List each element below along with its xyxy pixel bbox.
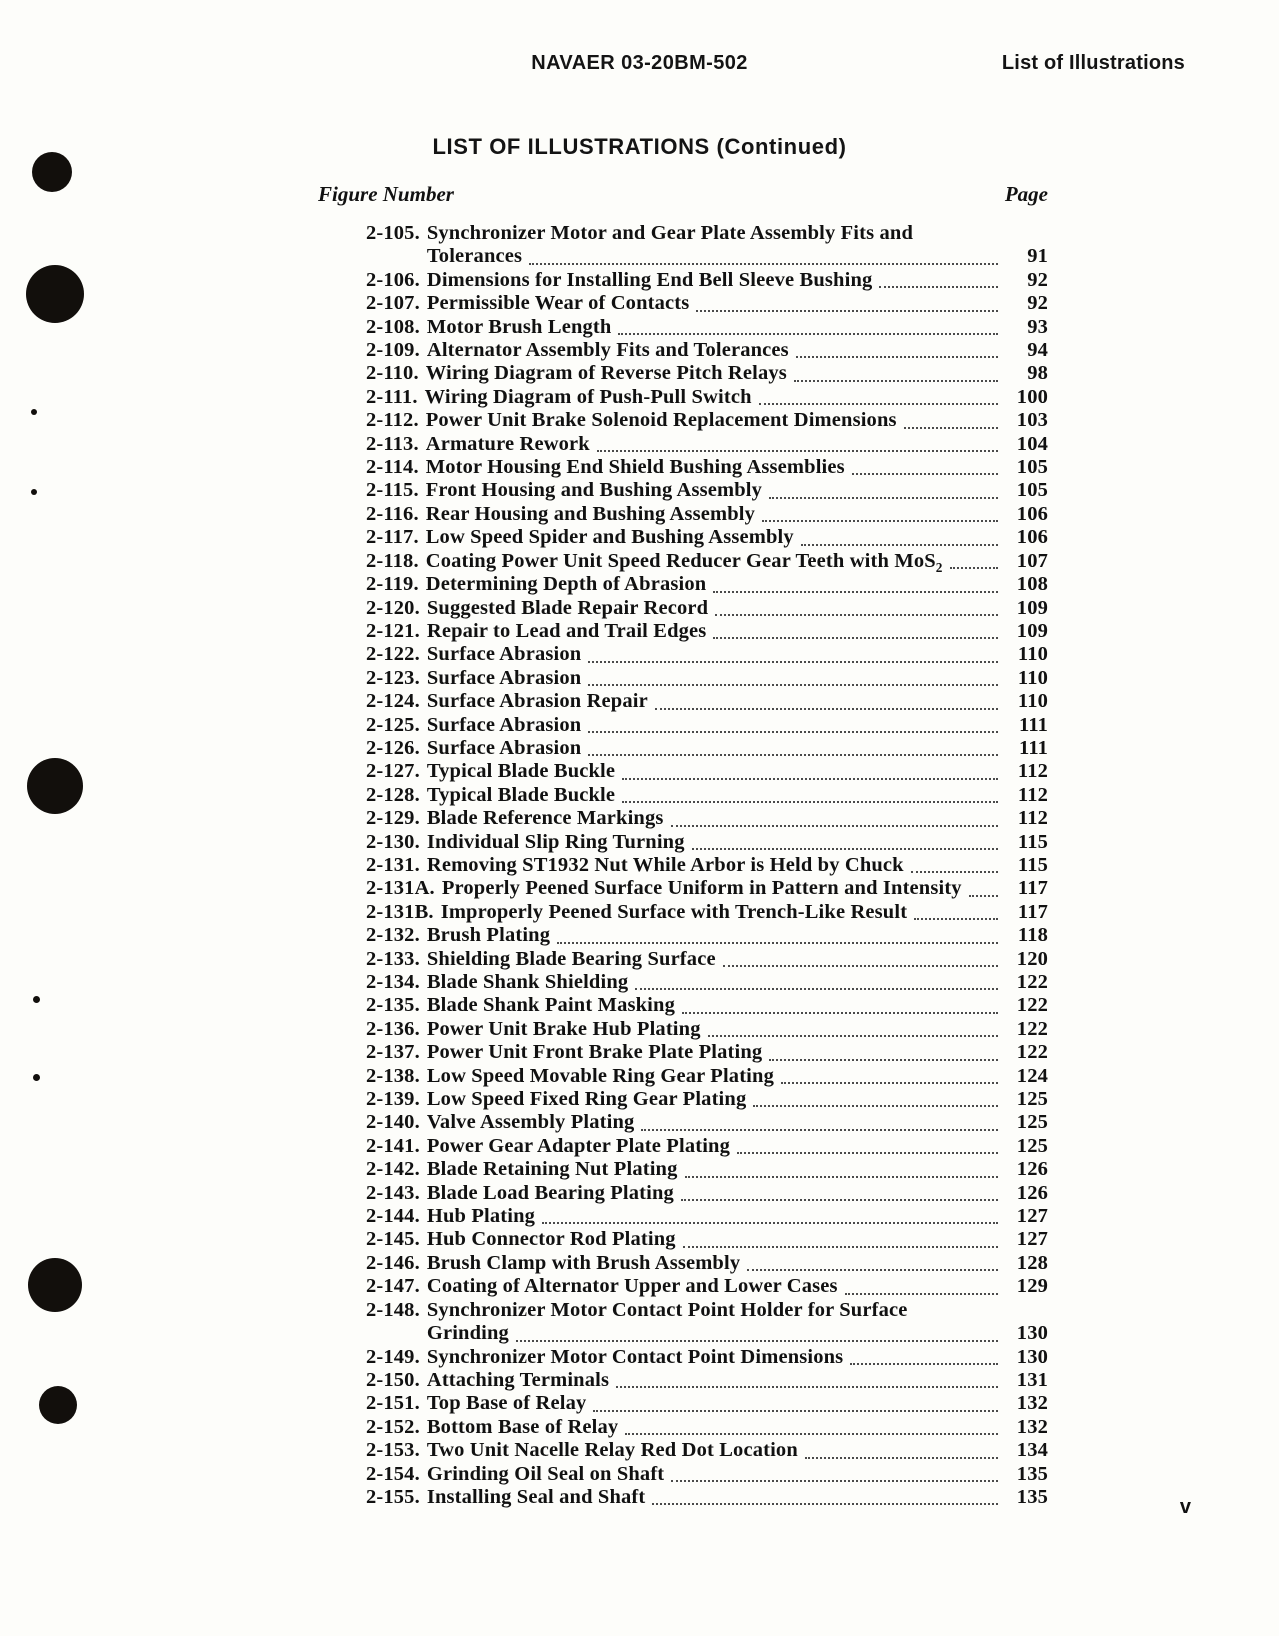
- page-number: 110: [1017, 666, 1048, 689]
- illustration-entry: [366, 1065, 1048, 1088]
- dot-leader: [713, 623, 998, 643]
- illustration-entry: [366, 1463, 1048, 1486]
- figure-title: Valve Assembly Plating: [426, 1111, 635, 1134]
- figure-title: Surface Abrasion: [426, 713, 582, 736]
- figure-number: 2-105.: [366, 222, 420, 244]
- figure-number: 2-141.: [366, 1134, 420, 1157]
- dot-leader: [542, 1208, 998, 1228]
- illustration-entry: [366, 1439, 1048, 1462]
- figure-number: 2-120.: [366, 596, 420, 619]
- figure-number: 2-151.: [366, 1392, 420, 1415]
- dot-leader: [641, 1115, 998, 1135]
- figure-title: Hub Plating: [426, 1205, 536, 1228]
- figure-title: Brush Plating: [426, 924, 551, 947]
- folio-page-number: v: [1179, 1496, 1191, 1518]
- page-number: 106: [1016, 502, 1048, 525]
- margin-mark: [33, 996, 40, 1003]
- illustration-entry: [366, 1135, 1048, 1158]
- illustration-entry: [366, 620, 1048, 643]
- page-number: 94: [1027, 339, 1048, 362]
- figure-title: Front Housing and Bushing Assembly: [425, 479, 762, 502]
- figure-number: 2-125.: [366, 713, 420, 736]
- document-number: NAVAER 03-20BM-502: [531, 52, 748, 74]
- dot-leader: [801, 530, 998, 550]
- page-number: 104: [1016, 432, 1048, 455]
- figure-number: 2-121.: [366, 619, 420, 642]
- page-number: 135: [1016, 1485, 1048, 1508]
- figure-number: 2-113.: [366, 432, 419, 455]
- page-number: 122: [1016, 994, 1048, 1017]
- page-number: 122: [1016, 971, 1048, 993]
- illustration-entry: [366, 667, 1048, 690]
- figure-title: Typical Blade Buckle: [426, 783, 616, 806]
- dot-leader: [969, 881, 998, 901]
- dot-leader: [715, 600, 998, 620]
- dot-leader: [682, 998, 998, 1018]
- figure-title: Armature Rework: [425, 432, 590, 455]
- dot-leader: [652, 1489, 998, 1509]
- illustration-entry: [366, 1252, 1048, 1275]
- illustration-entry: [366, 1111, 1048, 1134]
- page-number: 125: [1016, 1134, 1048, 1157]
- figure-title: Wiring Diagram of Push-Pull Switch: [424, 385, 752, 408]
- dot-leader: [904, 413, 998, 433]
- page-number: 131: [1016, 1368, 1048, 1391]
- dot-leader: [588, 717, 998, 737]
- figure-number: 2-116.: [366, 502, 419, 525]
- illustration-entry: [366, 643, 1048, 666]
- page-number: 110: [1017, 643, 1048, 666]
- figure-title: Synchronizer Motor Contact Point Dimensions: [426, 1345, 844, 1368]
- dot-leader: [588, 670, 998, 690]
- illustration-entry: [366, 1041, 1048, 1064]
- figure-title: Coating Power Unit Speed Reducer Gear Teeth with MoS$_2$: [425, 549, 943, 575]
- figure-number: 2-153.: [366, 1439, 420, 1462]
- illustration-entry: [366, 784, 1048, 807]
- illustration-entry: [366, 1158, 1048, 1181]
- page-number: 125: [1016, 1111, 1048, 1134]
- figure-title: Surface Abrasion: [426, 736, 582, 759]
- figure-title: Power Gear Adapter Plate Plating: [426, 1134, 731, 1157]
- illustration-entry: [366, 1392, 1048, 1415]
- page-number: 134: [1016, 1439, 1048, 1462]
- illustration-entry: [366, 737, 1048, 760]
- page-number: 111: [1019, 736, 1048, 759]
- illustration-entry-continuation: [366, 245, 1048, 268]
- illustration-entry: [366, 1205, 1048, 1228]
- figure-title: Suggested Blade Repair Record: [426, 596, 709, 619]
- illustration-entry: [366, 807, 1048, 830]
- figure-title: Power Unit Brake Solenoid Replacement Dimensions: [425, 409, 897, 432]
- dot-leader: [683, 1232, 998, 1252]
- dot-leader: [759, 389, 998, 409]
- figure-title: Hub Connector Rod Plating: [426, 1228, 676, 1251]
- page-number: 127: [1016, 1228, 1048, 1251]
- page-number: 112: [1017, 807, 1048, 830]
- figure-title: Surface Abrasion: [426, 643, 582, 666]
- figure-number: 2-144.: [366, 1205, 420, 1228]
- figure-title: Blade Shank Shielding: [426, 971, 629, 993]
- figure-number: 2-110.: [366, 362, 419, 385]
- figure-title: Blade Load Bearing Plating: [426, 1181, 674, 1204]
- page-number: 92: [1027, 268, 1048, 291]
- illustration-entry: [366, 573, 1048, 596]
- page-number: 125: [1016, 1088, 1048, 1111]
- illustration-entry: [366, 877, 1048, 900]
- dot-leader: [950, 553, 998, 573]
- page-number: 111: [1019, 713, 1048, 736]
- illustration-entry-continuation: [366, 1322, 1048, 1345]
- page-number: 135: [1016, 1462, 1048, 1485]
- page-number: 132: [1016, 1415, 1048, 1438]
- page-column-header: Page: [1004, 182, 1048, 206]
- figure-title: Attaching Terminals: [426, 1368, 610, 1391]
- dot-leader: [879, 272, 998, 292]
- illustration-entry: [366, 339, 1048, 362]
- figure-title: Brush Clamp with Brush Assembly: [426, 1251, 741, 1274]
- figure-title: Motor Brush Length: [426, 315, 612, 338]
- dot-leader: [529, 249, 998, 269]
- figure-number: 2-127.: [366, 760, 420, 783]
- margin-mark: [33, 1074, 40, 1081]
- dot-leader: [588, 740, 998, 760]
- dot-leader: [622, 764, 998, 784]
- illustration-entry: [366, 292, 1048, 315]
- section-name: List of Illustrations: [1001, 52, 1185, 74]
- dot-leader: [781, 1068, 998, 1088]
- dot-leader: [696, 296, 998, 316]
- figure-number: 2-136.: [366, 1017, 420, 1040]
- figure-number: 2-129.: [366, 807, 420, 830]
- illustration-entry: [366, 362, 1048, 385]
- page-number: 105: [1016, 456, 1048, 479]
- page-number: 105: [1016, 479, 1048, 502]
- figure-number: 2-106.: [366, 268, 420, 291]
- dot-leader: [671, 1466, 998, 1486]
- figure-title: Properly Peened Surface Uniform in Pattern and Intensity: [441, 877, 962, 900]
- page-number: 112: [1017, 760, 1048, 783]
- figure-number: 2-117.: [366, 526, 419, 549]
- page-number: 91: [1027, 245, 1048, 268]
- page-number: 108: [1016, 573, 1048, 596]
- figure-number: 2-115.: [366, 479, 419, 502]
- figure-title: Synchronizer Motor Contact Point Holder for Surface: [426, 1298, 908, 1321]
- dot-leader: [762, 506, 998, 526]
- page-number: 109: [1016, 619, 1048, 642]
- dot-leader: [685, 1162, 999, 1182]
- illustration-entry: [366, 1275, 1048, 1298]
- dot-leader: [737, 1138, 998, 1158]
- figure-number: 2-147.: [366, 1275, 420, 1298]
- figure-number: 2-114.: [366, 456, 419, 479]
- figure-number-column-header: Figure Number: [318, 182, 454, 206]
- illustration-entry: [366, 222, 1048, 245]
- page-number: 122: [1016, 1017, 1048, 1040]
- figure-number: 2-107.: [366, 292, 420, 315]
- dot-leader: [681, 1185, 998, 1205]
- dot-leader: [850, 1349, 998, 1369]
- figure-title: Typical Blade Buckle: [426, 760, 616, 783]
- chemical-subscript: 2: [935, 559, 943, 575]
- page-number: 124: [1016, 1064, 1048, 1087]
- figure-title: Grinding Oil Seal on Shaft: [426, 1462, 665, 1485]
- page-number: 118: [1017, 924, 1048, 947]
- figure-title: Bottom Base of Relay: [426, 1415, 619, 1438]
- figure-number: 2-123.: [366, 666, 420, 689]
- illustration-entry: [366, 526, 1048, 549]
- page-number: 115: [1017, 830, 1048, 853]
- figure-title: Power Unit Front Brake Plate Plating: [426, 1041, 763, 1064]
- figure-title: Permissible Wear of Contacts: [426, 292, 690, 315]
- page-number: 129: [1016, 1275, 1048, 1298]
- figure-title: Shielding Blade Bearing Surface: [426, 947, 716, 970]
- dot-leader: [625, 1419, 998, 1439]
- list-of-illustrations: [366, 222, 1048, 1509]
- figure-title: Coating of Alternator Upper and Lower Cases: [426, 1275, 838, 1298]
- page-number: 122: [1016, 1041, 1048, 1064]
- figure-number: 2-143.: [366, 1181, 420, 1204]
- figure-number: 2-119.: [366, 573, 419, 596]
- illustration-entry: [366, 1346, 1048, 1369]
- illustration-entry: [366, 901, 1048, 924]
- figure-title: Power Unit Brake Hub Plating: [426, 1017, 701, 1040]
- figure-number: 2-134.: [366, 971, 420, 993]
- figure-number: 2-126.: [366, 736, 420, 759]
- illustration-entry: [366, 714, 1048, 737]
- figure-number: 2-145.: [366, 1228, 420, 1251]
- illustration-entry: [366, 971, 1048, 994]
- page-number: 117: [1017, 877, 1048, 900]
- dot-leader: [769, 1045, 998, 1065]
- dot-leader: [692, 834, 998, 854]
- dot-leader: [794, 366, 998, 386]
- margin-mark: [27, 758, 83, 814]
- figure-title: Alternator Assembly Fits and Tolerances: [426, 339, 789, 362]
- dot-leader: [593, 1396, 998, 1416]
- dot-leader: [516, 1326, 998, 1346]
- page-number: 109: [1016, 596, 1048, 619]
- page-number: 110: [1017, 690, 1048, 713]
- illustration-entry: [366, 994, 1048, 1017]
- illustration-entry: [366, 1088, 1048, 1111]
- page-number: 92: [1027, 292, 1048, 315]
- dot-leader: [616, 1372, 998, 1392]
- page-title: LIST OF ILLUSTRATIONS (Continued): [432, 134, 847, 159]
- margin-mark: [39, 1386, 77, 1424]
- illustration-entry: [366, 1486, 1048, 1509]
- illustration-entry: [366, 597, 1048, 620]
- dot-leader: [723, 951, 998, 971]
- illustration-entry: [366, 1416, 1048, 1439]
- dot-leader: [805, 1443, 998, 1463]
- figure-number: 2-139.: [366, 1088, 420, 1111]
- illustration-entry: [366, 386, 1048, 409]
- margin-mark: [28, 1258, 82, 1312]
- dot-leader: [852, 459, 998, 479]
- figure-number: 2-131.: [366, 853, 420, 876]
- illustration-entry: [366, 1299, 1048, 1322]
- figure-number: 2-137.: [366, 1041, 420, 1064]
- figure-number: 2-135.: [366, 994, 420, 1017]
- figure-number: 2-130.: [366, 830, 420, 853]
- figure-title: Blade Retaining Nut Plating: [426, 1158, 678, 1181]
- dot-leader: [845, 1279, 998, 1299]
- figure-number: 2-122.: [366, 643, 420, 666]
- figure-number: 2-108.: [366, 315, 420, 338]
- page-number: 107: [1016, 549, 1048, 572]
- figure-title: Surface Abrasion: [426, 666, 582, 689]
- figure-number: 2-132.: [366, 924, 420, 947]
- page-number: 132: [1016, 1392, 1048, 1415]
- figure-title: Blade Shank Paint Masking: [426, 994, 675, 1017]
- illustration-entry: [366, 456, 1048, 479]
- figure-title: Wiring Diagram of Reverse Pitch Relays: [425, 362, 787, 385]
- illustration-entry: [366, 503, 1048, 526]
- page-number: 130: [1016, 1322, 1048, 1345]
- figure-number: 2-138.: [366, 1064, 420, 1087]
- page-number: 103: [1016, 409, 1048, 432]
- figure-number: 2-109.: [366, 339, 420, 362]
- page-number: 98: [1027, 362, 1048, 385]
- figure-number: 2-112.: [366, 409, 419, 432]
- dot-leader: [618, 319, 998, 339]
- figure-title: Rear Housing and Bushing Assembly: [425, 502, 755, 525]
- figure-number: 2-146.: [366, 1251, 420, 1274]
- figure-title-continued: Grinding: [426, 1322, 509, 1345]
- illustration-entry: [366, 1018, 1048, 1041]
- page-number: 93: [1027, 315, 1048, 338]
- illustration-entry: [366, 854, 1048, 877]
- page-number: 120: [1016, 947, 1048, 970]
- running-head: [0, 52, 1279, 82]
- dot-leader: [588, 647, 998, 667]
- illustration-entry: [366, 433, 1048, 456]
- figure-title: Motor Housing End Shield Bushing Assemblies: [425, 456, 845, 479]
- figure-title-continued: Tolerances: [426, 245, 523, 268]
- dot-leader: [557, 928, 998, 948]
- figure-number: 2-148.: [366, 1298, 420, 1321]
- figure-number: 2-118.: [366, 549, 419, 572]
- figure-title: Improperly Peened Surface with Trench-Like Result: [440, 900, 908, 923]
- figure-number: 2-133.: [366, 947, 420, 970]
- page-number: 115: [1017, 853, 1048, 876]
- illustration-entry: [366, 924, 1048, 947]
- figure-number: 2-150.: [366, 1368, 420, 1391]
- page-number: 126: [1016, 1158, 1048, 1181]
- illustration-entry: [366, 690, 1048, 713]
- figure-number: 2-149.: [366, 1345, 420, 1368]
- figure-number: 2-140.: [366, 1111, 420, 1134]
- page-number: 127: [1016, 1205, 1048, 1228]
- page-number: 130: [1016, 1345, 1048, 1368]
- dot-leader: [713, 577, 998, 597]
- figure-title: Installing Seal and Shaft: [426, 1485, 646, 1508]
- dot-leader: [708, 1021, 998, 1041]
- margin-mark: [26, 265, 84, 323]
- illustration-entry: [366, 409, 1048, 432]
- dot-leader: [753, 1091, 998, 1111]
- figure-number: 2-111.: [366, 385, 418, 408]
- dot-leader: [622, 787, 998, 807]
- figure-title: Top Base of Relay: [426, 1392, 587, 1415]
- dot-leader: [671, 811, 998, 831]
- figure-title: Individual Slip Ring Turning: [426, 830, 685, 853]
- figure-number: 2-128.: [366, 783, 420, 806]
- illustration-entry: [366, 1228, 1048, 1251]
- dot-leader: [747, 1255, 998, 1275]
- figure-number: 2-154.: [366, 1462, 420, 1485]
- figure-title: Surface Abrasion Repair: [426, 690, 648, 713]
- illustration-entry: [366, 831, 1048, 854]
- dot-leader: [597, 436, 998, 456]
- illustration-entry: [366, 1369, 1048, 1392]
- figure-title: Removing ST1932 Nut While Arbor is Held by Chuck: [426, 853, 904, 876]
- margin-mark: [31, 489, 37, 495]
- illustration-entry: [366, 316, 1048, 339]
- illustration-entry: [366, 269, 1048, 292]
- dot-leader: [911, 857, 998, 877]
- figure-number: 2-124.: [366, 690, 420, 713]
- illustration-entry: [366, 1182, 1048, 1205]
- figure-title: Blade Reference Markings: [426, 807, 664, 830]
- column-headers: [318, 182, 1048, 208]
- figure-title: Two Unit Nacelle Relay Red Dot Location: [426, 1439, 798, 1462]
- figure-number: 2-142.: [366, 1158, 420, 1181]
- page-number: 100: [1016, 385, 1048, 408]
- dot-leader: [635, 974, 998, 994]
- page-number: 126: [1016, 1181, 1048, 1204]
- page-number: 106: [1016, 526, 1048, 549]
- figure-number: 2-152.: [366, 1415, 420, 1438]
- illustration-entry: [366, 479, 1048, 502]
- dot-leader: [914, 904, 998, 924]
- dot-leader: [769, 483, 998, 503]
- page-number: 117: [1017, 900, 1048, 923]
- figure-title: Low Speed Fixed Ring Gear Plating: [426, 1088, 747, 1111]
- figure-title: Synchronizer Motor and Gear Plate Assembly Fits and: [426, 222, 914, 244]
- figure-number: 2-131A.: [366, 877, 435, 900]
- figure-title: Determining Depth of Abrasion: [425, 573, 707, 596]
- figure-title: Repair to Lead and Trail Edges: [426, 619, 707, 642]
- page-number: 128: [1016, 1251, 1048, 1274]
- figure-title: Low Speed Spider and Bushing Assembly: [425, 526, 794, 549]
- margin-mark: [31, 409, 37, 415]
- figure-number: 2-131B.: [366, 900, 434, 923]
- dot-leader: [796, 342, 998, 362]
- dot-leader: [655, 694, 998, 714]
- figure-title: Low Speed Movable Ring Gear Plating: [426, 1064, 774, 1087]
- figure-number: 2-155.: [366, 1485, 420, 1508]
- illustration-entry: [366, 760, 1048, 783]
- illustration-entry: [366, 550, 1048, 573]
- page-number: 112: [1017, 783, 1048, 806]
- illustration-entry: [366, 948, 1048, 971]
- figure-title: Dimensions for Installing End Bell Sleeve Bushing: [426, 268, 873, 291]
